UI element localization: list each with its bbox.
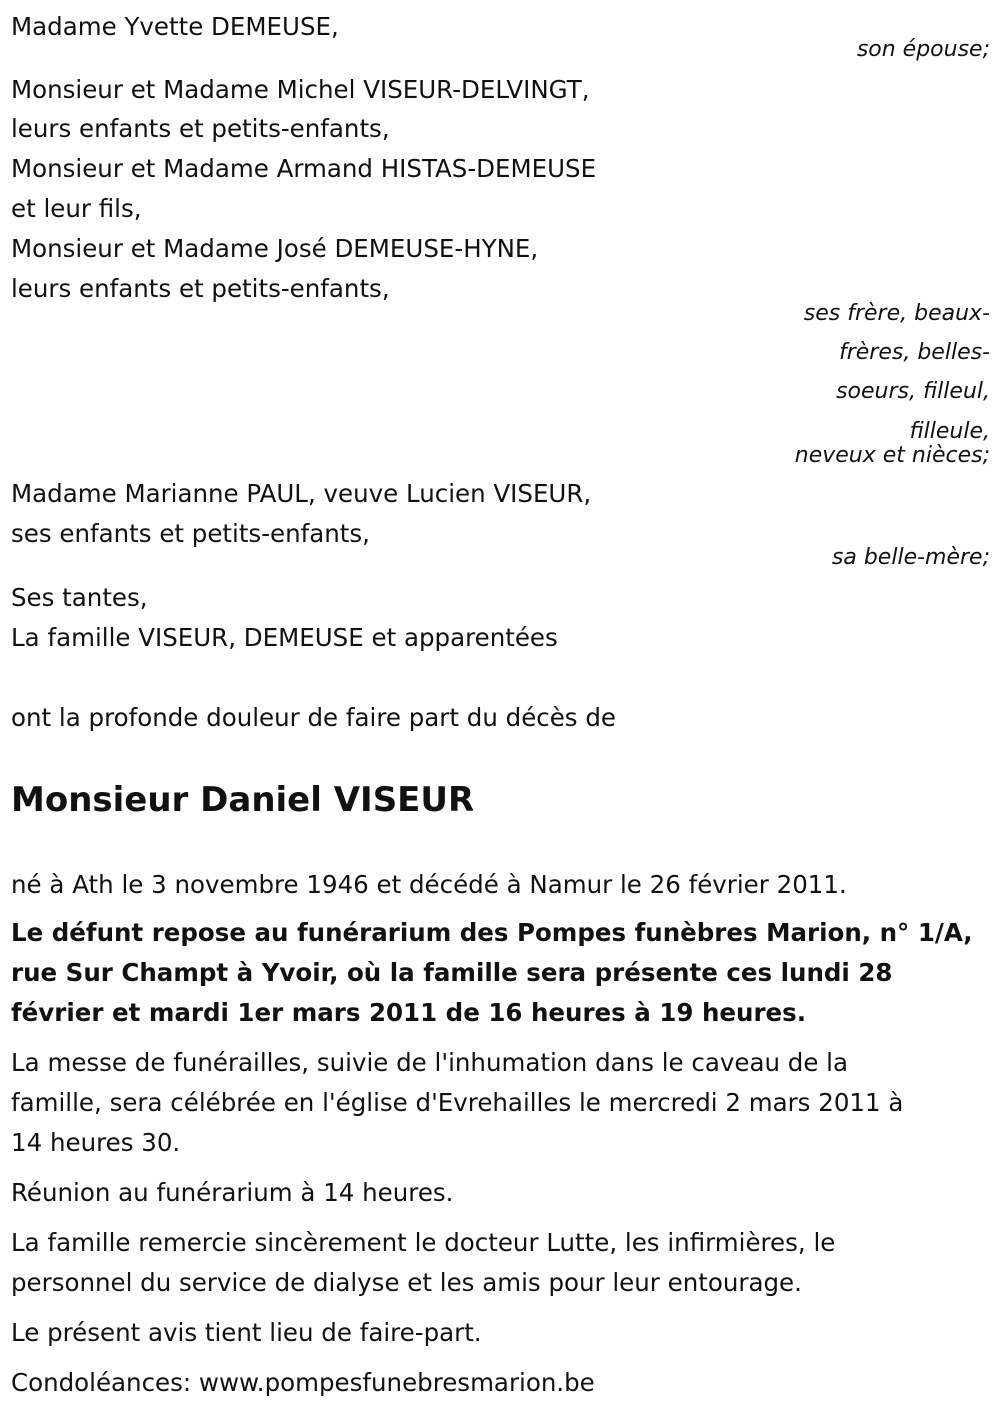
siblings-line: Monsieur et Madame José DEMEUSE-HYNE,	[11, 234, 539, 263]
siblings-role: filleule,	[909, 419, 990, 444]
siblings-line: leurs enfants et petits-enfants,	[11, 274, 390, 303]
siblings-line: Monsieur et Madame Michel VISEUR-DELVINGT,	[11, 75, 590, 104]
spouse-role: son épouse;	[856, 37, 990, 62]
siblings-role: ses frère, beaux-	[803, 301, 990, 326]
repose-line: février et mardi 1er mars 2011 de 16 heures à 19 heures.	[11, 998, 807, 1027]
siblings-role: soeurs, filleul,	[836, 379, 990, 404]
thanks-line: La famille remercie sincèrement le docteur Lutte, les infirmières, le	[11, 1228, 836, 1257]
meeting: Réunion au funérarium à 14 heures.	[11, 1178, 454, 1207]
mass-line: famille, sera célébrée en l'église d'Evrehailles le mercredi 2 mars 2011 à	[11, 1088, 904, 1117]
mother-in-law-line: Madame Marianne PAUL, veuve Lucien VISEUR,	[11, 479, 592, 508]
mother-in-law-line: ses enfants et petits-enfants,	[11, 519, 370, 548]
siblings-role: neveux et nièces;	[794, 443, 990, 468]
siblings-line: et leur fils,	[11, 194, 142, 223]
mass-line: La messe de funérailles, suivie de l'inhumation dans le caveau de la	[11, 1048, 849, 1077]
spouse-line: Madame Yvette DEMEUSE,	[11, 12, 339, 41]
siblings-line: leurs enfants et petits-enfants,	[11, 114, 390, 143]
others-line: Ses tantes,	[11, 583, 148, 612]
siblings-role: frères, belles-	[838, 340, 990, 365]
others-line: La famille VISEUR, DEMEUSE et apparentées	[11, 623, 558, 652]
mass-line: 14 heures 30.	[11, 1128, 181, 1157]
notice: Le présent avis tient lieu de faire-part.	[11, 1318, 482, 1347]
condolences: Condoléances: www.pompesfunebresmarion.be	[11, 1368, 595, 1397]
repose-line: Le défunt repose au funérarium des Pompes funèbres Marion, n° 1/A,	[11, 918, 973, 947]
announcement: ont la profonde douleur de faire part du décès de	[11, 703, 616, 732]
thanks-line: personnel du service de dialyse et les amis pour leur entourage.	[11, 1268, 802, 1297]
siblings-line: Monsieur et Madame Armand HISTAS-DEMEUSE	[11, 154, 597, 183]
mother-in-law-role: sa belle-mère;	[831, 545, 990, 570]
deceased-name: Monsieur Daniel VISEUR	[11, 780, 475, 820]
birth-death: né à Ath le 3 novembre 1946 et décédé à Namur le 26 février 2011.	[11, 870, 847, 899]
repose-line: rue Sur Champt à Yvoir, où la famille sera présente ces lundi 28	[11, 958, 893, 987]
